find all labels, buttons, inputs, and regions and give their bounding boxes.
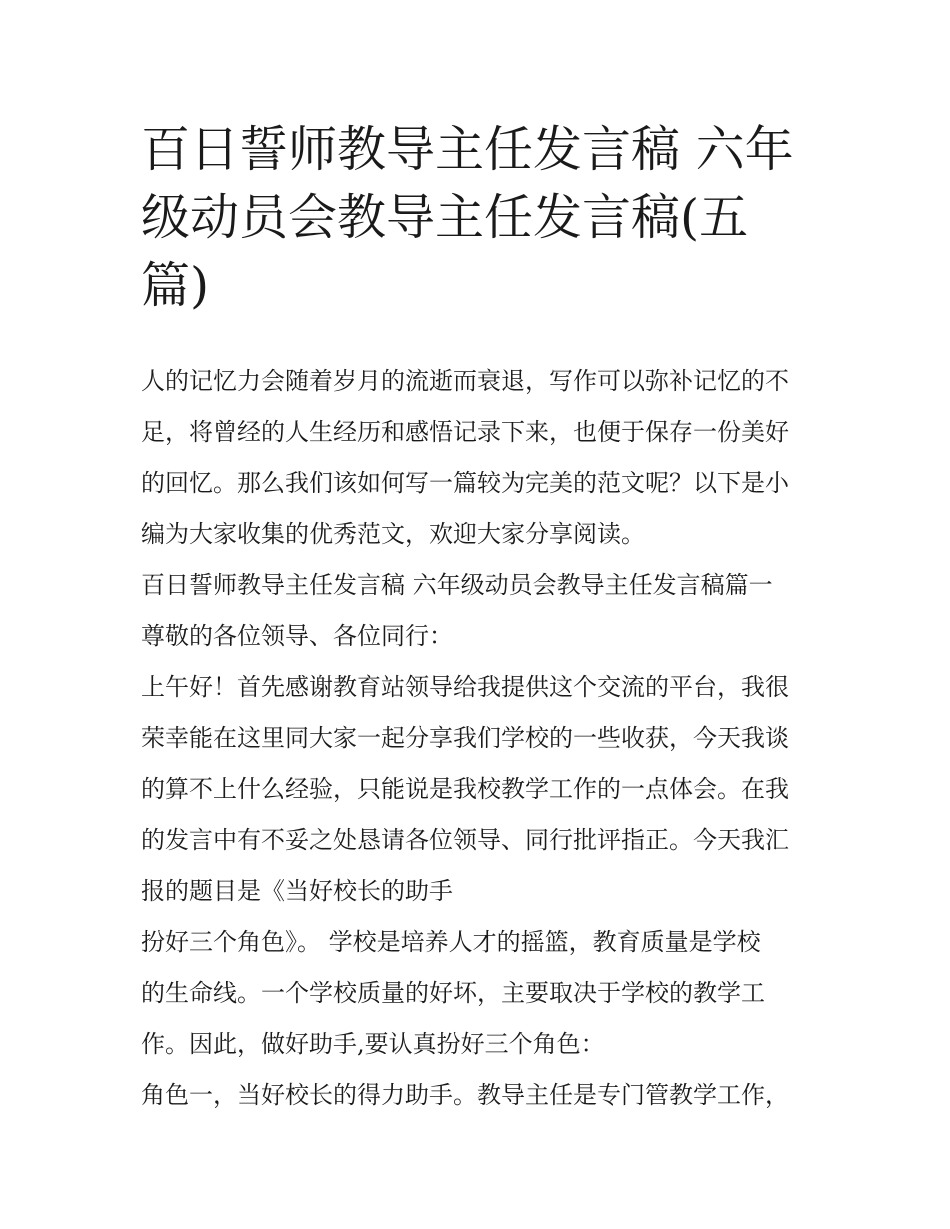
body-line: 编为大家收集的优秀范文，欢迎大家分享阅读。 [141, 520, 645, 548]
body-line: 尊敬的各位领导、各位同行： [141, 622, 453, 650]
speech-paragraph [141, 662, 821, 917]
body-line: 的发言中有不妥之处恳请各位领导、同行批评指正。今天我汇 [141, 826, 789, 854]
body-line: 作。因此，做好助手,要认真扮好三个角色： [141, 1030, 605, 1058]
body-line: 荣幸能在这里同大家一起分享我们学校的一些收获，今天我谈 [141, 724, 789, 752]
body-line: 角色一，当好校长的得力助手。教导主任是专门管教学工作， [141, 1081, 789, 1109]
salutation [141, 611, 821, 662]
title-line: 篇) [141, 257, 210, 314]
body-line: 人的记忆力会随着岁月的流逝而衰退，写作可以弥补记忆的不 [141, 367, 789, 395]
speech-paragraph [141, 1070, 821, 1121]
body-line: 的生命线。一个学校质量的好坏，主要取决于学校的教学工 [141, 979, 765, 1007]
title-line: 百日誓师教导主任发言稿 六年 [141, 121, 794, 178]
body-line: 的回忆。那么我们该如何写一篇较为完美的范文呢？以下是小 [141, 469, 789, 497]
document-body [141, 356, 821, 1121]
section-heading [141, 560, 821, 611]
body-line: 报的题目是《当好校长的助手 [141, 877, 453, 905]
speech-paragraph [141, 917, 821, 1070]
body-line: 上午好！首先感谢教育站领导给我提供这个交流的平台，我很 [141, 673, 789, 701]
body-line: 扮好三个角色》。 学校是培养人才的摇篮，教育质量是学校 [141, 928, 761, 956]
body-line: 百日誓师教导主任发言稿 六年级动员会教导主任发言稿篇一 [141, 571, 773, 599]
title-line: 级动员会教导主任发言稿(五 [141, 189, 749, 246]
intro-paragraph [141, 356, 821, 560]
body-line: 足，将曾经的人生经历和感悟记录下来，也便于保存一份美好 [141, 418, 789, 446]
document-title [141, 116, 821, 320]
body-line: 的算不上什么经验，只能说是我校教学工作的一点体会。在我 [141, 775, 789, 803]
